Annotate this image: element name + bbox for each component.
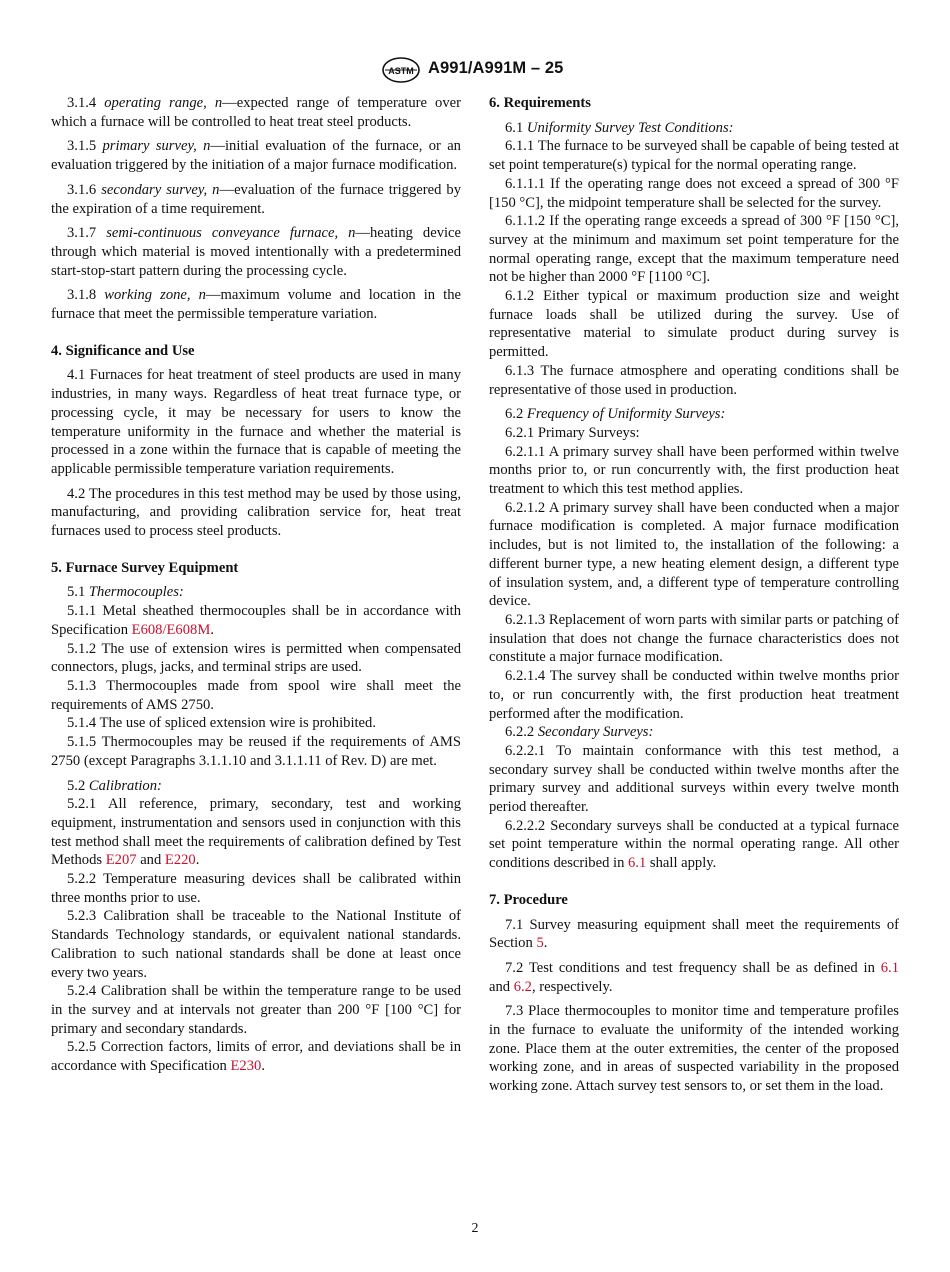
svg-text:ASTM: ASTM: [388, 66, 414, 76]
paragraph-3-1-5: 3.1.5 primary survey, n—initial evaluation of the furnace, or an evaluation triggered by the initiation of a major furnace modification.: [51, 138, 461, 174]
section-4-heading: 4. Significance and Use: [51, 342, 195, 359]
paragraph-4-1: 4.1 Furnaces for heat treatment of steel products are used in many industries, in many ways. Regardless of heat treat furnace type, or processing cycle, it may be necessary for users to know the temperature uniformity in the furnace and whether the material is processed in a zone within the furnace that is capable of meeting the applicable permissible temperature variation requirements.: [51, 367, 461, 477]
paragraph-6-2-2: 6.2.2 Secondary Surveys:: [505, 724, 654, 741]
paragraph-6-2-1-1: 6.2.1.1 A primary survey shall have been performed within twelve months prior to, or run concurrently with, the first production heat treatment to which this test method applies.: [489, 443, 899, 498]
right-column: [489, 94, 899, 1096]
paragraph-3-1-4: 3.1.4 operating range, n—expected range of temperature over which a furnace will be controlled to heat treat steel products.: [51, 95, 461, 130]
paragraph-4-2: 4.2 The procedures in this test method may be used by those using, manufacturing, and providing calibration service for, heat treat furnaces used to process steel products.: [51, 485, 461, 540]
paragraph-5-1-1: 5.1.1 Metal sheathed thermocouples shall be in accordance with Specification E608/E608M.: [51, 603, 461, 638]
paragraph-6-2-2-1: 6.2.2.1 To maintain conformance with this test method, a secondary survey shall be conducted within twelve months after the primary survey and additional surveys within every twelve month period thereafter.: [489, 742, 899, 816]
astm-logo-icon: [381, 57, 421, 83]
paragraph-5-2-4: 5.2.4 Calibration shall be within the temperature range to be used in the survey and at intervals not greater than 200 °F [100 °C] for primary and secondary standards.: [51, 983, 461, 1037]
paragraph-7-3: 7.3 Place thermocouples to monitor time and temperature profiles in the furnace to evaluate the uniformity of the intended working zone. Place them at the outer extremities, the center of the proposed working zone, and in areas of suspected variability in the proposed working zone. Attach survey test sensors to, or set them in the load.: [489, 1003, 899, 1095]
ref-e207[interactable]: E207: [105, 852, 137, 869]
paragraph-6-1: 6.1 Uniformity Survey Test Conditions:: [505, 119, 734, 136]
left-column: [51, 94, 461, 1076]
paragraph-6-2: 6.2 Frequency of Uniformity Surveys:: [505, 406, 726, 423]
paragraph-3-1-8: 3.1.8 working zone, n—maximum volume and location in the furnace that meet the permissible temperature variation.: [51, 287, 461, 323]
ref-section-5[interactable]: 5: [536, 935, 544, 952]
ref-6-2[interactable]: 6.2: [513, 978, 532, 995]
paragraph-5-1-5: 5.1.5 Thermocouples may be reused if the requirements of AMS 2750 (except Paragraphs 3.1.1.10 and 3.1.1.11 of Rev. D) are met.: [51, 734, 461, 769]
paragraph-3-1-7: 3.1.7 semi-continuous conveyance furnace, n—heating device through which material is moved intentionally with a predetermined start-stop-start pattern during the processing cycle.: [51, 225, 462, 279]
document-designation: A991/A991M – 25: [428, 59, 564, 77]
paragraph-6-2-1-4: 6.2.1.4 The survey shall be conducted within twelve months prior to, or run concurrently with, the first production heat treatment performed after the modification.: [489, 668, 899, 722]
paragraph-5-1: 5.1 Thermocouples:: [67, 584, 184, 601]
ref-e230[interactable]: E230: [230, 1058, 262, 1075]
paragraph-5-2-3: 5.2.3 Calibration shall be traceable to the National Institute of Standards Technology standards, or equivalent national standards. Calibration to such national standards shall be done at least once every two years.: [51, 908, 461, 981]
paragraph-5-2: 5.2 Calibration:: [67, 777, 162, 794]
paragraph-5-2-1: 5.2.1 All reference, primary, secondary, test and working equipment, instrumentation and sensors used in conjunction with this test method shall meet the requirements of calibration defined by Test Methods E207 and E220.: [51, 796, 461, 869]
paragraph-6-1-1-1: 6.1.1.1 If the operating range does not exceed a spread of 300 °F [150 °C], the midpoint temperature shall be selected for the survey.: [489, 175, 899, 211]
ref-e220[interactable]: E220: [164, 852, 196, 869]
paragraph-3-1-6: 3.1.6 secondary survey, n—evaluation of the furnace triggered by the expiration of a time requirement.: [51, 181, 461, 217]
paragraph-6-1-1: 6.1.1 The furnace to be surveyed shall be capable of being tested at set point temperature(s) typical for the normal operating range.: [489, 138, 899, 174]
section-5-heading: 5. Furnace Survey Equipment: [51, 559, 239, 576]
paragraph-5-1-4: 5.1.4 The use of spliced extension wire is prohibited.: [67, 715, 376, 732]
page-header: [0, 57, 950, 83]
paragraph-6-2-2-2: 6.2.2.2 Secondary surveys shall be conducted at a typical furnace set point temperature within the normal operating range. All other conditions described in 6.1 shall apply.: [489, 817, 899, 872]
ref-6-1[interactable]: 6.1: [628, 855, 647, 872]
paragraph-6-1-3: 6.1.3 The furnace atmosphere and operating conditions shall be representative of those used in production.: [489, 362, 899, 398]
paragraph-6-1-2: 6.1.2 Either typical or maximum production size and weight furnace loads shall be utilized during the survey. Use of representative material to simulate product during survey is permitted.: [489, 288, 899, 361]
ref-6-1[interactable]: 6.1: [880, 959, 899, 976]
paragraph-6-1-1-2: 6.1.1.2 If the operating range exceeds a spread of 300 °F [150 °C], survey at the minimum and maximum set point temperature for the normal operating range, except that the maximum temperature need not be higher than 2000 °F [1100 °C].: [489, 213, 899, 286]
paragraph-5-2-2: 5.2.2 Temperature measuring devices shall be calibrated within three months prior to use.: [51, 871, 461, 906]
section-6-heading: 6. Requirements: [489, 95, 591, 111]
paragraph-6-2-1: 6.2.1 Primary Surveys:: [505, 424, 640, 441]
paragraph-6-2-1-2: 6.2.1.2 A primary survey shall have been conducted when a major furnace modification is completed. A major furnace modification includes, but is not limited to, the installation of the following: a different burner type, a new heating element design, a different type of insulation system, and, a different type of temperature controlling device.: [489, 499, 899, 610]
page-number: 2: [471, 1221, 479, 1236]
ref-e608[interactable]: E608/E608M: [131, 621, 211, 638]
section-7-heading: 7. Procedure: [489, 891, 568, 908]
paragraph-6-2-1-3: 6.2.1.3 Replacement of worn parts with similar parts or patching of insulation that does not change the furnace characteristics does not constitute a major furnace modification.: [489, 611, 899, 666]
paragraph-7-2: 7.2 Test conditions and test frequency shall be as defined in 6.1 and 6.2, respectively.: [489, 959, 899, 995]
paragraph-5-2-5: 5.2.5 Correction factors, limits of error, and deviations shall be in accordance with Specification E230.: [51, 1039, 461, 1075]
paragraph-5-1-3: 5.1.3 Thermocouples made from spool wire shall meet the requirements of AMS 2750.: [51, 677, 461, 713]
paragraph-7-1: 7.1 Survey measuring equipment shall meet the requirements of Section 5.: [489, 916, 899, 952]
paragraph-5-1-2: 5.1.2 The use of extension wires is permitted when compensated connectors, plugs, jacks, and terminal strips are used.: [51, 640, 461, 676]
